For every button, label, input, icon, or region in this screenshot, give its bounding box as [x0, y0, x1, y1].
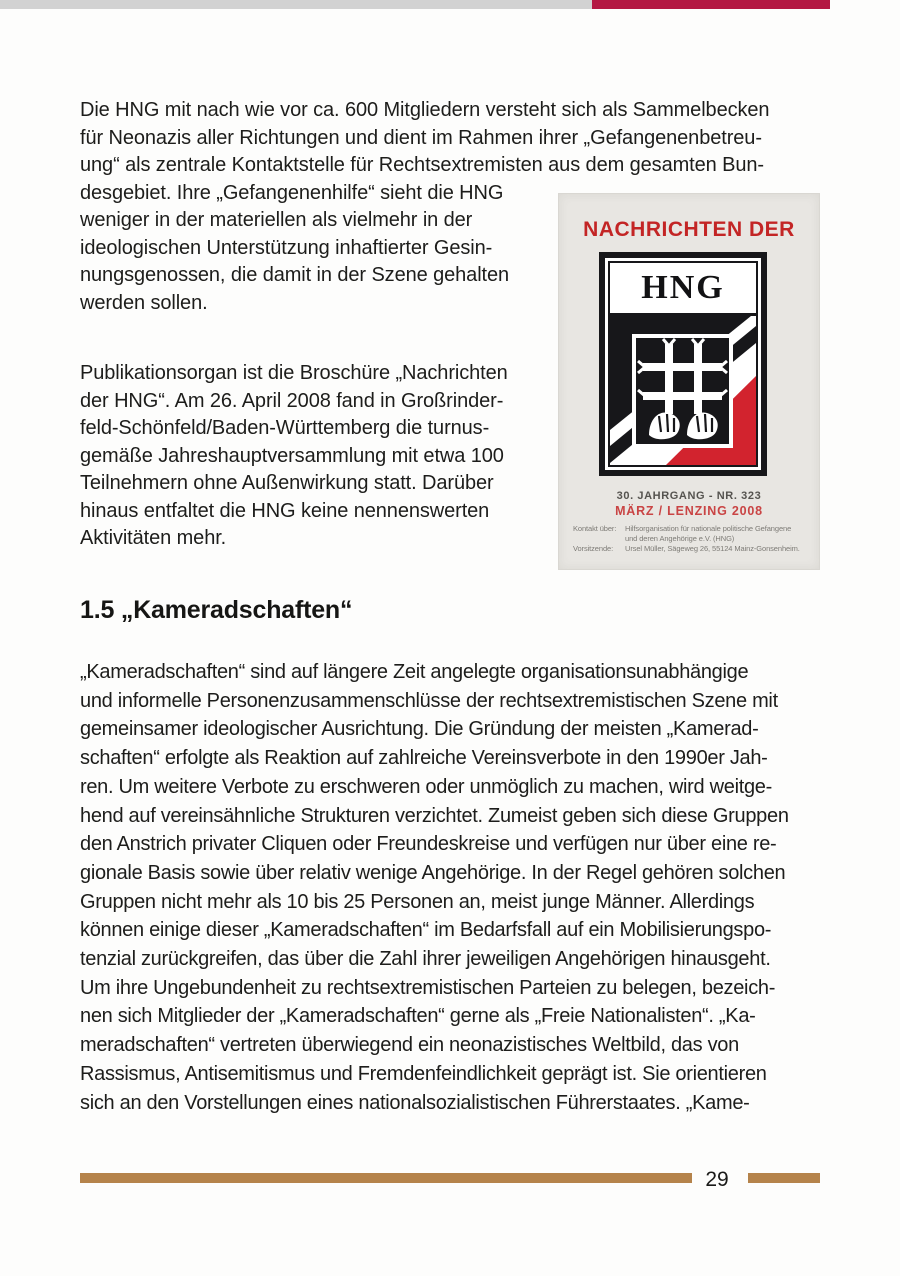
contact-row: [573, 534, 809, 544]
text-line: Teilnehmern ohne Außenwirkung statt. Darüber: [80, 472, 494, 494]
text-line: den Anstrich privater Cliquen oder Freundeskreise und verfügen nur über eine re-: [80, 833, 777, 856]
contact-text: und deren Angehörige e.V. (HNG): [625, 534, 735, 543]
contact-text: Hilfsorganisation für nationale politische Gefangene: [625, 524, 792, 533]
text-line: gemäße Jahreshauptversammlung mit etwa 100: [80, 444, 504, 467]
text-line: hinaus entfaltet die HNG keine nennenswerten: [80, 499, 490, 522]
text-line: der HNG“. Am 26. April 2008 fand in Großrinder-: [80, 389, 504, 412]
text-line: ung“ als zentrale Kontaktstelle für Rechtsextremisten aus dem gesamten Bun-: [80, 154, 764, 176]
page-number: 29: [705, 1168, 729, 1191]
text-line: Aktivitäten mehr.: [80, 527, 227, 549]
text-line: weniger in der materiellen als vielmehr in der: [80, 209, 473, 231]
text-line: für Neonazis aller Richtungen und dient im Rahmen ihrer „Gefangenenbetreu-: [80, 126, 762, 149]
text-line: gionale Basis sowie über relativ wenige Angehörige. In der Regel gehören solchen: [80, 861, 786, 884]
footer-rule-short: [748, 1173, 820, 1183]
text-line: schaften“ erfolgte als Reaktion auf zahlreiche Vereinsverbote in den 1990er Jah-: [80, 747, 768, 770]
cover-date-line: MÄRZ / LENZING 2008: [615, 504, 763, 518]
hng-emblem-title: HNG: [610, 263, 756, 316]
contact-label: [573, 534, 625, 544]
text-line: ideologischen Unterstützung inhaftierter Gesin-: [80, 236, 493, 259]
footer-rule-long: [80, 1173, 692, 1183]
kameradschaften-paragraph: [80, 658, 789, 1117]
cover-contact-block: [573, 524, 809, 554]
text-line: und informelle Personenzusammenschlüsse der rechtsextremistischen Szene mit: [80, 689, 778, 712]
text-line: werden sollen.: [80, 291, 208, 314]
text-line: sich an den Vorstellungen eines nationalsozialistischen Führerstaates. „Kame-: [80, 1091, 750, 1114]
text-line: nen sich Mitglieder der „Kameradschaften“ gerne als „Freie Nationalisten“. „Ka-: [80, 1005, 756, 1028]
contact-label: Kontakt über:: [573, 524, 617, 533]
text-line: Um ihre Ungebundenheit zu rechtsextremistischen Parteien zu belegen, bezeich-: [80, 976, 776, 999]
text-line: desgebiet. Ihre „Gefangenenhilfe“ sieht die HNG: [80, 181, 504, 204]
cover-issue-line: 30. JAHRGANG - NR. 323: [616, 490, 762, 502]
text-line: Rassismus, Antisemitismus und Fremdenfeindlichkeit geprägt ist. Sie orientieren: [80, 1062, 767, 1085]
hng-emblem: [599, 252, 767, 476]
text-line: Publikationsorgan ist die Broschüre „Nachrichten: [80, 362, 508, 384]
contact-row: [573, 544, 809, 554]
text-line: gemeinsamer ideologischer Ausrichtung. Die Gründung der meisten „Kamerad-: [80, 718, 759, 741]
text-line: feld-Schönfeld/Baden-Württemberg die turnus-: [80, 417, 490, 439]
section-heading: 1.5 „Kameradschaften“: [80, 596, 353, 624]
chair-label: Vorsitzende:: [573, 544, 614, 553]
text-line: ren. Um weitere Verbote zu erschweren oder unmöglich zu machen, wird weitge-: [80, 775, 772, 798]
contact-row: [573, 524, 809, 534]
text-line: tenzial zurückgreifen, das über die Zahl ihrer jeweiligen Angehörigen hinausgeht.: [80, 948, 771, 971]
hng-emblem-frame: [608, 261, 758, 467]
text-line: meradschaften“ vertreten überwiegend ein neonazistisches Weltbild, das von: [80, 1034, 739, 1057]
magazine-cover-figure: [558, 193, 820, 570]
text-line: Gruppen nicht mehr als 10 bis 25 Personen an, meist junge Männer. Allerdings: [80, 890, 755, 913]
text-line: können einige dieser „Kameradschaften“ im Bedarfsfall auf ein Mobilisierungspo-: [80, 919, 772, 942]
top-divider-red: [592, 0, 830, 9]
prison-bars-icon: [610, 316, 756, 465]
text-line: „Kameradschaften“ sind auf längere Zeit angelegte organisationsunabhängige: [80, 661, 749, 683]
text-line: nungsgenossen, die damit in der Szene gehalten: [80, 264, 510, 286]
chair-text: Ursel Müller, Sägeweg 26, 55124 Mainz-Gonsenheim.: [625, 544, 800, 553]
cover-masthead: NACHRICHTEN DER: [583, 218, 795, 241]
text-line: hend auf vereinsähnliche Strukturen verzichtet. Zumeist geben sich diese Gruppen: [80, 804, 789, 827]
text-line: Die HNG mit nach wie vor ca. 600 Mitgliedern versteht sich als Sammelbecken: [80, 99, 770, 121]
publication-paragraph: [80, 360, 508, 553]
top-divider-gray: [0, 0, 592, 9]
